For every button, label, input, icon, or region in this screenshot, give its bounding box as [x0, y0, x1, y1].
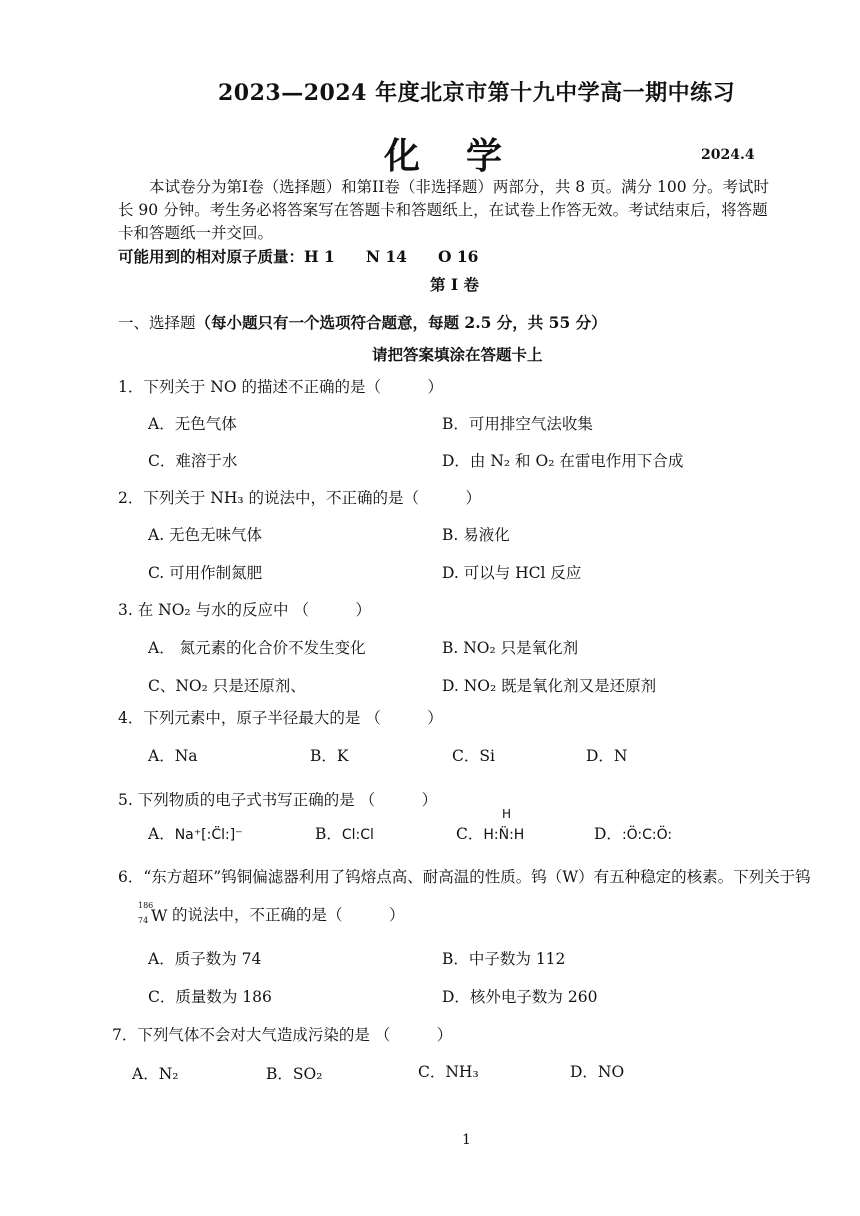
part-title: 第 I 卷 [430, 275, 480, 294]
question-5-formula-c: H:N̈:H [483, 827, 525, 843]
question-5-option-c-label: C． [456, 825, 484, 843]
question-2-stem: 2．下列关于 NH₃ 的说法中，不正确的是（ ） [118, 489, 482, 507]
question-7-option-b: B．SO₂ [266, 1065, 323, 1083]
question-5-option-a-label: A． [148, 825, 175, 843]
page-number: 1 [462, 1132, 471, 1148]
question-4-option-b: B．K [310, 747, 349, 765]
question-5-option-d-label: D． [594, 825, 622, 843]
section-heading-rule: （每小题只有一个选项符合题意，每题 2.5 分，共 55 分） [195, 313, 607, 332]
question-5-formula-b: Cl:Cl [341, 827, 374, 843]
section-heading-prefix: 一、选择题 [118, 314, 196, 332]
question-3-option-a: A． 氮元素的化合价不发生变化 [148, 639, 366, 657]
question-1-option-d: D．由 N₂ 和 O₂ 在雷电作用下合成 [442, 452, 684, 470]
question-5-option-b [315, 822, 374, 844]
question-6-option-a: A．质子数为 74 [148, 950, 262, 968]
nuclide-atomic-number: 74 [138, 916, 149, 925]
question-5-formula-d: :Ö:C:Ö: [621, 827, 673, 843]
atomic-mass-line: 可能用到的相对原子质量：H 1 N 14 O 16 [118, 247, 479, 266]
question-2-option-d: D. 可以与 HCl 反应 [442, 564, 582, 582]
question-5-option-a [148, 822, 243, 844]
question-6-stem-line2: 的说法中，不正确的是（ ） [172, 906, 405, 924]
exam-title: 2023—2024 年度北京市第十九中学高一期中练习 [218, 80, 736, 106]
question-3-stem: 3. 在 NO₂ 与水的反应中 （ ） [118, 601, 371, 619]
question-7-stem: 7．下列气体不会对大气造成污染的是 （ ） [112, 1026, 453, 1044]
question-3-option-b: B. NO₂ 只是氧化剂 [442, 639, 579, 657]
question-6-stem: 6．“东方超环”钨铜偏滤器利用了钨熔点高、耐高温的性质。钨（W）有五种稳定的核素。下列关于钨 [118, 868, 811, 886]
question-5-option-b-label: B． [315, 825, 342, 843]
question-4-option-d: D．N [586, 747, 628, 765]
question-4-stem: 4．下列元素中，原子半径最大的是 （ ） [118, 709, 443, 727]
question-2-option-a: A. 无色无味气体 [148, 526, 263, 544]
question-5-formula-c-top: H [502, 807, 512, 821]
question-4-option-a: A．Na [148, 747, 198, 765]
question-5-option-d [594, 822, 672, 844]
subject-title: 化学 [384, 135, 549, 177]
question-2-option-c: C. 可用作制氮肥 [148, 564, 263, 582]
exam-instructions: 本试卷分为第I卷（选择题）和第II卷（非选择题）两部分，共 8 页。满分 100 分。考试时长 90 分钟。考生务必将答案写在答题卡和答题纸上，在试卷上作答无效。考试结束后，将答题卡和答题纸一并交回。 [118, 178, 770, 242]
answer-note: 请把答案填涂在答题卡上 [372, 345, 543, 364]
question-5-option-c [456, 822, 524, 844]
question-6-option-c: C．质量数为 186 [148, 988, 272, 1006]
question-7-option-d: D．NO [570, 1063, 625, 1081]
question-7-option-c: C．NH₃ [418, 1063, 479, 1081]
question-6-nuclide [138, 901, 172, 931]
section-heading [118, 311, 607, 333]
question-6-option-b: B．中子数为 112 [442, 950, 566, 968]
question-5-formula-a: Na⁺[:C̈l:]⁻ [174, 827, 243, 843]
nuclide-mass-number: 186 [138, 901, 154, 910]
question-6-option-d: D．核外电子数为 260 [442, 988, 598, 1006]
exam-date: 2024.4 [701, 147, 755, 163]
question-2-option-b: B. 易液化 [442, 526, 510, 544]
question-3-option-d: D. NO₂ 既是氧化剂又是还原剂 [442, 677, 657, 695]
question-1-option-b: B．可用排空气法收集 [442, 415, 593, 433]
question-5-stem: 5. 下列物质的电子式书写正确的是 （ ） [118, 791, 438, 809]
nuclide-symbol: W [151, 906, 168, 925]
question-1-option-a: A．无色气体 [148, 415, 237, 433]
question-4-option-c: C．Si [452, 747, 495, 765]
question-1-stem: 1．下列关于 NO 的描述不正确的是（ ） [118, 378, 443, 396]
question-1-option-c: C．难溶于水 [148, 452, 238, 470]
question-3-option-c: C、NO₂ 只是还原剂、 [148, 677, 306, 695]
question-7-option-a: A．N₂ [132, 1065, 179, 1083]
